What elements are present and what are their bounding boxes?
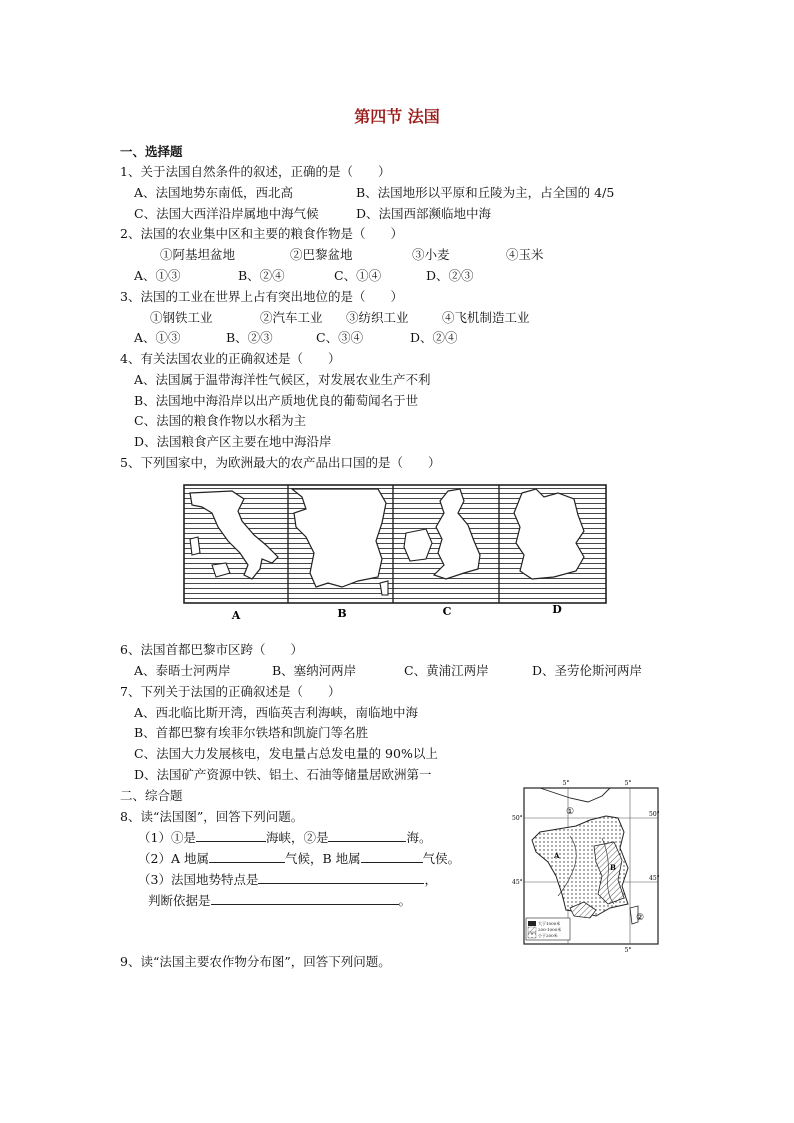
- legend-mid: 200-1000米: [538, 927, 562, 932]
- question-7-option-d: D、法国矿产资源中铁、铝土、石油等储量居欧洲第一: [134, 767, 432, 782]
- map-d-germany: [514, 489, 584, 579]
- country-maps-figure: [182, 483, 612, 623]
- question-8-line-3: （3）法国地势特点是 ，: [138, 872, 437, 887]
- question-2-item-2: ②巴黎盆地: [290, 247, 353, 262]
- question-7-option-c: C、法国大力发展核电，发电量占总发电量的 90%以上: [134, 746, 438, 761]
- question-4-option-c: C、法国的粮食作物以水稻为主: [134, 413, 307, 428]
- lat-label-right-50: 50°: [649, 811, 660, 818]
- map-label-b: B: [337, 607, 347, 620]
- question-2-stem: 2、法国的农业集中区和主要的粮食作物是（ ）: [120, 226, 403, 241]
- france-relief-map: [510, 776, 660, 954]
- answer-blank-sea[interactable]: [328, 829, 406, 842]
- map-label-c: C: [442, 605, 452, 618]
- question-1-option-a: A、法国地势东南低，西北高: [134, 185, 294, 200]
- question-6-option-a: A、泰晤士河两岸: [134, 663, 231, 678]
- question-3-option-a: A、①③: [134, 330, 181, 345]
- question-8-stem: 8、读“法国图”，回答下列问题。: [120, 809, 304, 824]
- legend-high: 大于1000米: [538, 921, 561, 926]
- answer-blank-climate-a[interactable]: [209, 850, 285, 863]
- question-8-line-4: 判断依据是 。: [148, 893, 412, 908]
- answer-blank-climate-b[interactable]: [361, 850, 423, 863]
- question-9-stem: 9、读“法国主要农作物分布图”，回答下列问题。: [120, 954, 391, 969]
- question-3-item-4: ④飞机制造工业: [442, 310, 530, 325]
- lon-label-top-right: 5°: [624, 780, 632, 787]
- question-3-option-d: D、②④: [410, 330, 458, 345]
- question-3-option-b: B、②③: [226, 330, 273, 345]
- question-2-option-a: A、①③: [134, 268, 181, 283]
- question-3-item-3: ③纺织工业: [346, 310, 409, 325]
- lat-label-left-45: 45°: [512, 879, 523, 886]
- question-8-line-1: （1）①是 海峡，②是 海。: [138, 830, 432, 845]
- question-1-option-b: B、法国地形以平原和丘陵为主，占全国的 4/5: [356, 185, 615, 200]
- lon-label-top-left: 5°: [562, 780, 570, 787]
- question-7-stem: 7、下列关于法国的正确叙述是（ ）: [120, 684, 341, 699]
- question-7-option-a: A、西北临比斯开湾，西临英吉利海峡，南临地中海: [134, 705, 419, 720]
- question-6-stem: 6、法国首都巴黎市区跨（ ）: [120, 642, 303, 657]
- section-choice-heading: 一、选择题: [120, 144, 183, 159]
- question-1-option-c: C、法国大西洋沿岸属地中海气候: [134, 206, 319, 221]
- page-title: 第四节 法国: [354, 107, 440, 126]
- question-6-option-c: C、黄浦江两岸: [404, 663, 489, 678]
- lat-label-left-50: 50°: [512, 815, 523, 822]
- question-2-option-d: D、②③: [426, 268, 474, 283]
- question-2-item-4: ④玉米: [506, 247, 544, 262]
- legend-low: 小于200米: [538, 933, 558, 938]
- question-6-option-d: D、圣劳伦斯河两岸: [532, 663, 643, 678]
- question-6-option-b: B、塞纳河两岸: [272, 663, 357, 678]
- map-mark-2: ②: [636, 913, 645, 923]
- question-2-item-3: ③小麦: [412, 247, 450, 262]
- lat-label-right-45: 45°: [649, 875, 660, 882]
- map-mark-b: B: [610, 863, 616, 872]
- map-mark-a: A: [554, 851, 560, 860]
- answer-blank-strait[interactable]: [196, 829, 266, 842]
- question-3-option-c: C、③④: [316, 330, 364, 345]
- map-label-a: A: [231, 609, 241, 622]
- question-2-item-1: ①阿基坦盆地: [160, 247, 236, 262]
- question-1-stem: 1、关于法国自然条件的叙述，正确的是（ ）: [120, 164, 391, 179]
- question-4-option-d: D、法国粮食产区主要在地中海沿岸: [134, 434, 332, 449]
- question-8-line-2: （2）A 地属 气候，B 地属 气侯。: [138, 851, 461, 866]
- question-2-option-b: B、②④: [238, 268, 285, 283]
- question-5-stem: 5、下列国家中，为欧洲最大的农产品出口国的是（ ）: [120, 455, 441, 470]
- map-mark-1: ①: [566, 807, 575, 817]
- section-comprehensive-heading: 二、综合题: [120, 788, 183, 803]
- question-4-option-a: A、法国属于温带海洋性气候区，对发展农业生产不利: [134, 372, 431, 387]
- question-4-option-b: B、法国地中海沿岸以出产质地优良的葡萄闻名于世: [134, 393, 419, 408]
- answer-blank-terrain[interactable]: [258, 871, 424, 884]
- question-4-stem: 4、有关法国农业的正确叙述是（ ）: [120, 351, 341, 366]
- question-3-item-2: ②汽车工业: [260, 310, 323, 325]
- question-2-option-c: C、①④: [334, 268, 382, 283]
- lon-label-bottom: 5°: [624, 947, 632, 954]
- question-7-option-b: B、首都巴黎有埃菲尔铁塔和凯旋门等名胜: [134, 725, 369, 740]
- answer-blank-evidence[interactable]: [211, 892, 399, 905]
- map-label-d: D: [552, 603, 562, 616]
- question-1-option-d: D、法国西部濒临地中海: [356, 206, 492, 221]
- question-3-stem: 3、法国的工业在世界上占有突出地位的是（ ）: [120, 289, 403, 304]
- question-3-item-1: ①钢铁工业: [150, 310, 213, 325]
